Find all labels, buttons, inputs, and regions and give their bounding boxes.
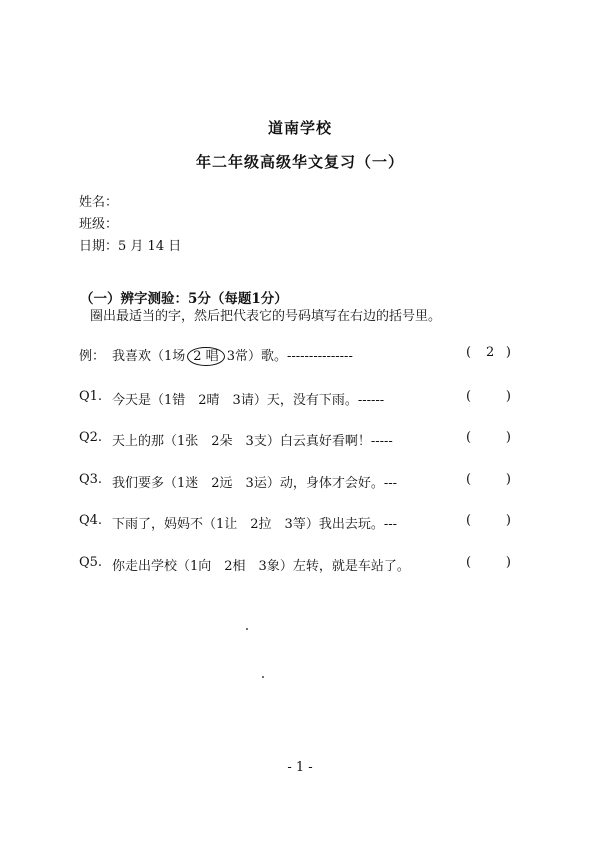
example-before: 我喜欢（1场 (112, 349, 186, 364)
page-number: - 1 - (287, 760, 313, 775)
question-label: Q2. (79, 430, 103, 445)
question-row: Q5. 你走出学校（1向 2相 3象）左转，就是车站了。 ( ) (79, 555, 511, 574)
question-text: 今天是（1错 2晴 3请）天，没有下雨。------ (112, 393, 385, 408)
scan-speck (246, 628, 248, 630)
class-label: 班级： (79, 217, 119, 232)
date-value: 5 月 14 日 (118, 239, 182, 254)
question-row: Q4. 下雨了，妈妈不（1让 2拉 3等）我出去玩。--- ( ) (79, 513, 511, 532)
question-label: Q4. (79, 513, 103, 528)
question-text: 下雨了，妈妈不（1让 2拉 3等）我出去玩。--- (112, 517, 397, 532)
worksheet-title: 年二年级高级华文复习（一） (195, 153, 404, 171)
date-field (79, 235, 181, 254)
scan-speck (262, 676, 264, 678)
example-answer: 2 (486, 345, 495, 360)
example-row: 例： 我喜欢（1场 2 唱 3常）歌。--------------- ( 2 ) (79, 345, 511, 364)
date-label: 日期： (79, 239, 119, 254)
question-row: Q3. 我们要多（1迷 2远 3运）动，身体才会好。--- ( ) (79, 472, 511, 491)
question-row: Q2. 天上的那（1张 2朵 3支）白云真好看啊！----- ( ) (79, 430, 511, 449)
question-label: Q1. (79, 389, 103, 404)
question-row: Q1. 今天是（1错 2晴 3请）天，没有下雨。------ ( ) (79, 389, 511, 408)
class-field (79, 213, 118, 232)
section-instruction: 圈出最适当的字，然后把代表它的号码填写在右边的括号里。 (90, 309, 442, 324)
name-field (79, 191, 118, 210)
section-title: （一）辨字测验：5分（每题1分） (80, 291, 288, 307)
example-label: 例： (79, 349, 106, 364)
example-text (112, 345, 353, 366)
example-after: 3常）歌。--------------- (226, 349, 353, 364)
question-text: 你走出学校（1向 2相 3象）左转，就是车站了。 (112, 559, 410, 574)
question-text: 天上的那（1张 2朵 3支）白云真好看啊！----- (112, 434, 393, 449)
example-circled-choice: 2 唱 (187, 347, 224, 366)
question-label: Q5. (79, 555, 103, 570)
name-label: 姓名： (79, 195, 119, 210)
question-text: 我们要多（1迷 2远 3运）动，身体才会好。--- (112, 476, 397, 491)
question-label: Q3. (79, 472, 103, 487)
school-name: 道南学校 (267, 119, 332, 137)
